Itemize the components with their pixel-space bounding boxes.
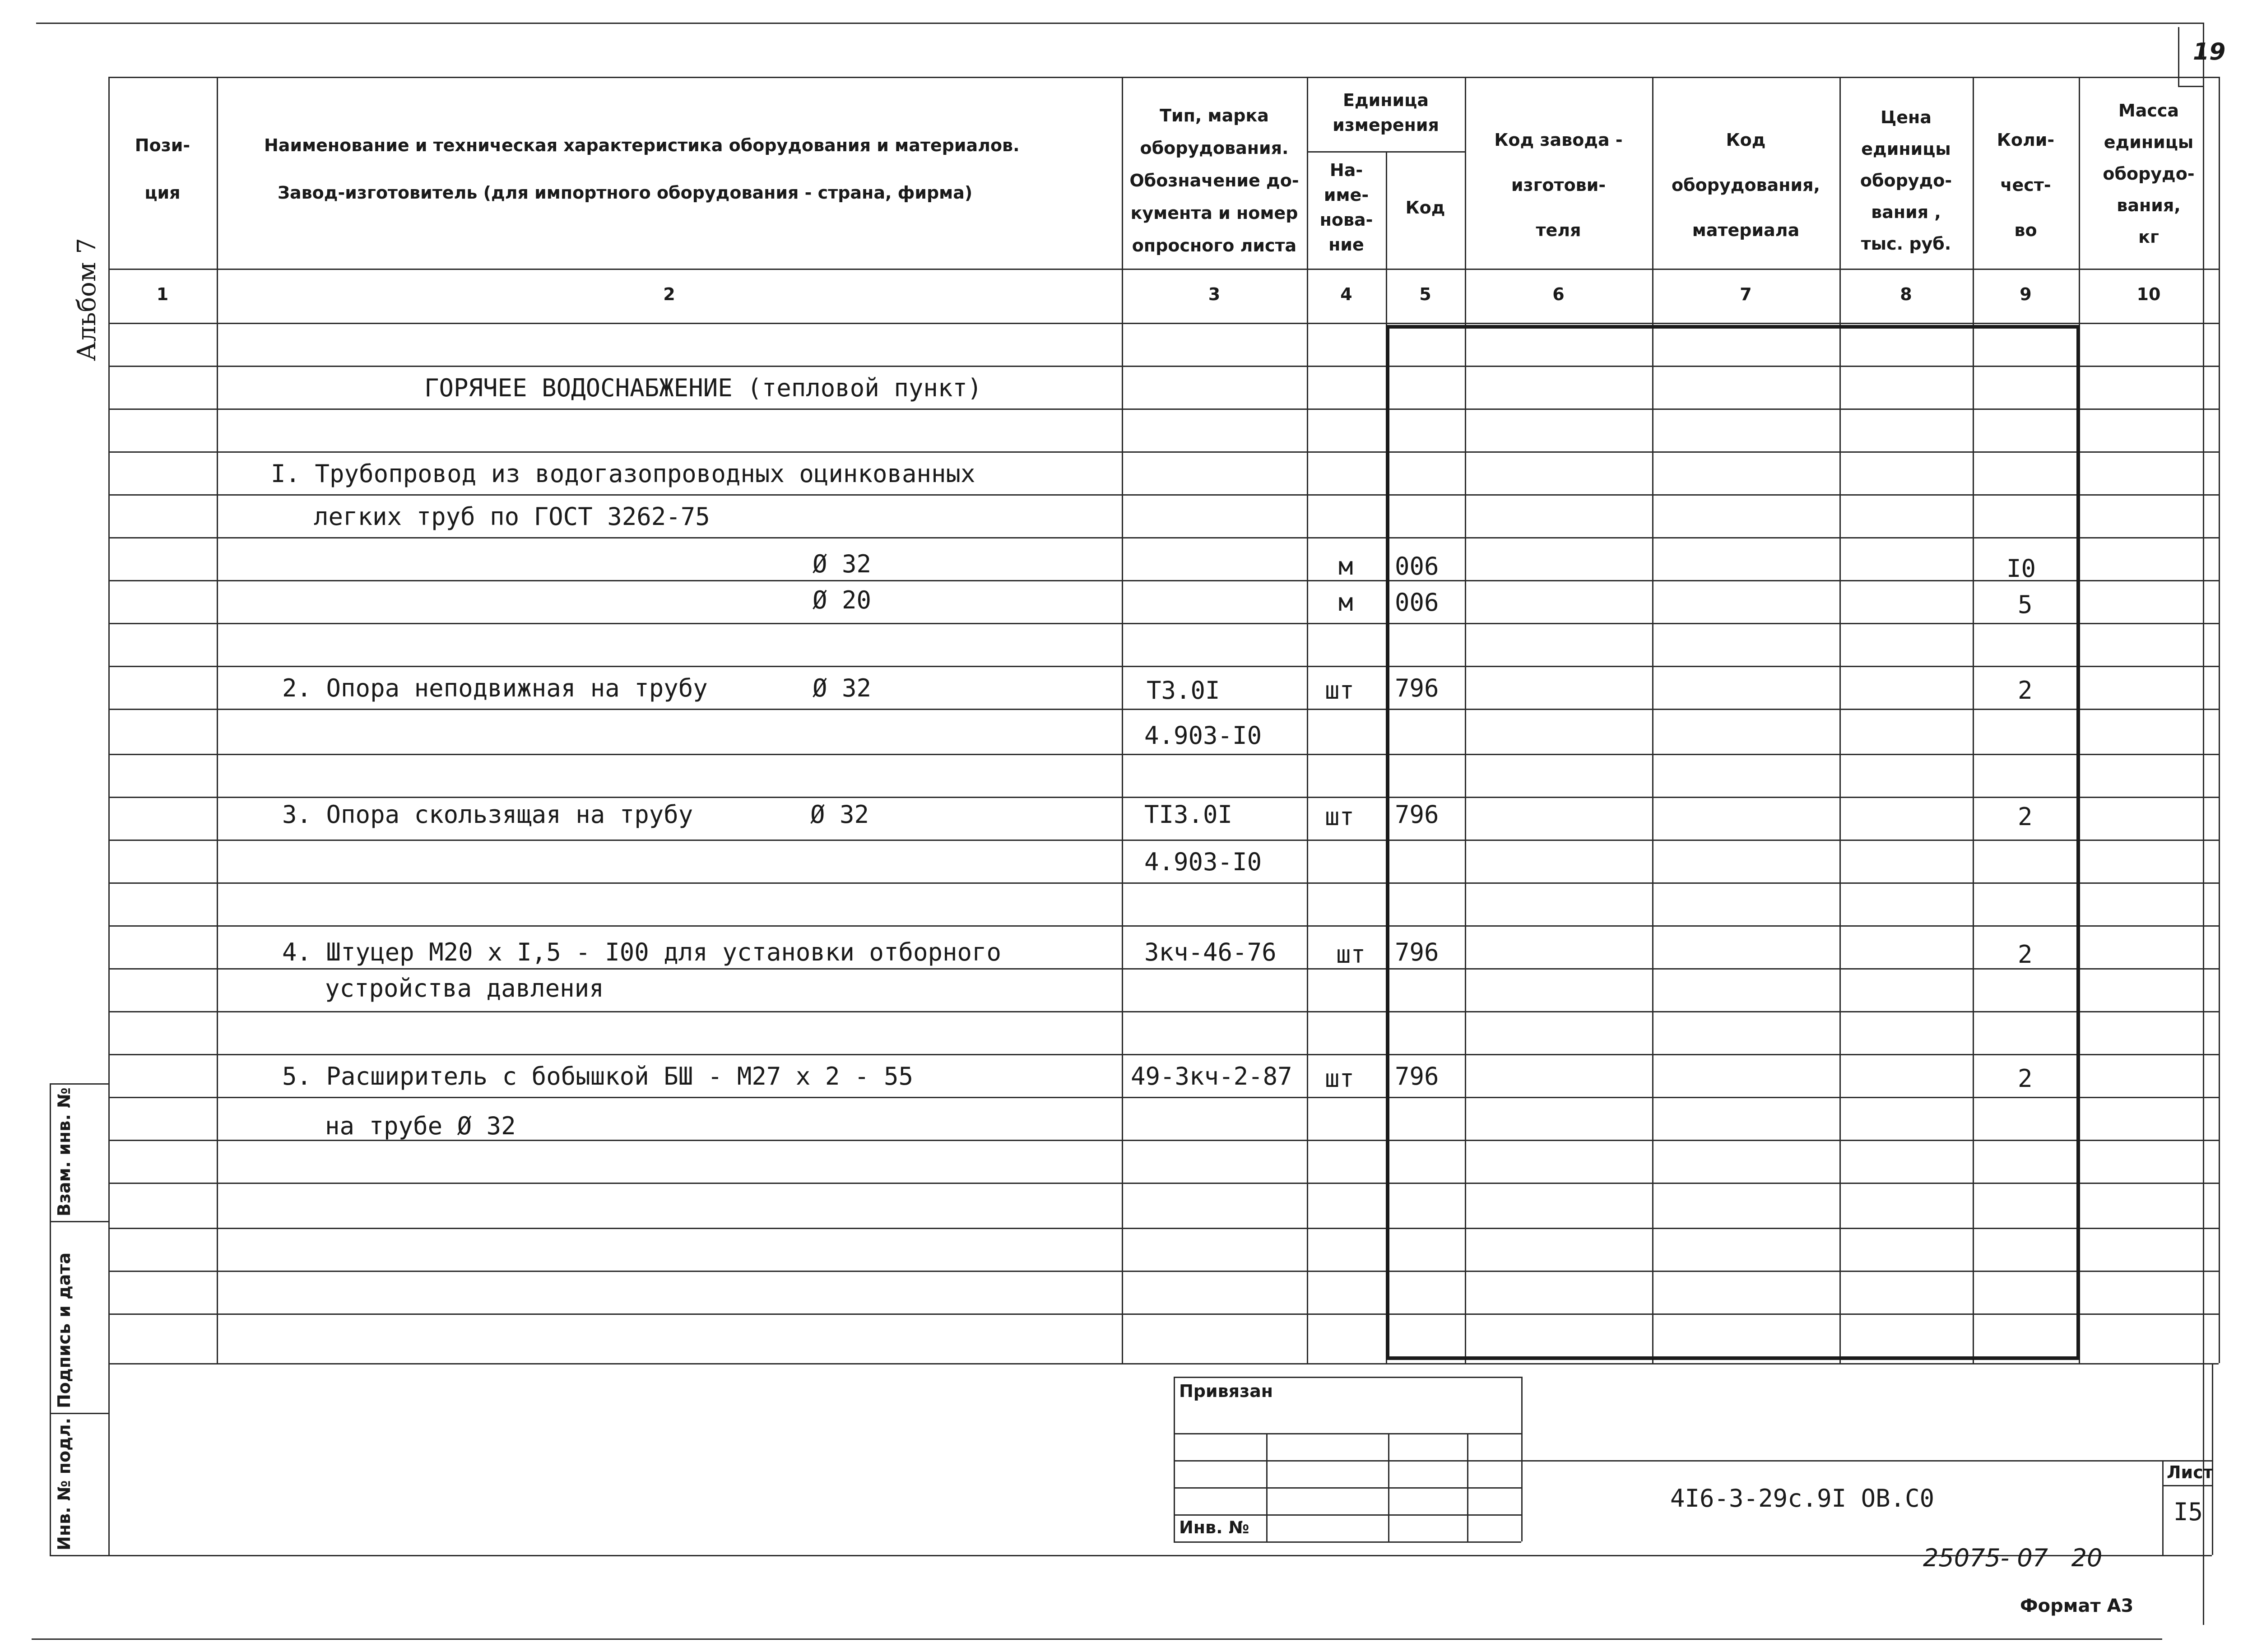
header-col7-line: оборудования, [1672,175,1820,195]
colnum-10: 10 [2136,284,2161,304]
header-col3-line: оборудования. [1140,138,1289,158]
side-vzam: Взам. инв. № [54,1087,74,1216]
item1-line2: легких труб по ГОСТ 3262-75 [314,502,710,531]
colnum-3: 3 [1208,284,1221,304]
header-col5-line: Код [1405,198,1445,218]
header-col5 [1386,192,1465,223]
item4-qty: 2 [2018,940,2033,969]
item4-line1: 4. Штуцер М20 х I,5 - I00 для установки отборного [282,938,1002,966]
header-col6-line: теля [1536,220,1581,240]
format-label: Формат А3 [2020,1596,2134,1616]
header-col7-line: Код [1726,130,1766,150]
header-col4-line: име- [1324,185,1369,205]
item2-qty: 2 [2018,676,2033,705]
colnum-4: 4 [1340,284,1352,304]
item3-type: ТI3.0I [1144,800,1233,829]
header-col4-line: ние [1328,235,1364,255]
colnum-7: 7 [1740,284,1752,304]
item1-d32-code: 006 [1395,552,1439,580]
header-col1-line: ция [144,183,181,203]
header-col2 [264,122,1113,217]
header-col3-line: опросного листа [1132,236,1297,255]
item3-dia: Ø 32 [810,800,869,829]
header-col3-line: Обозначение до- [1129,171,1299,190]
item3-qty: 2 [2018,803,2033,831]
header-col9 [1973,117,2079,253]
header-col10-line: Масса [2118,101,2179,121]
header-col1 [108,122,217,217]
header-col9-line: чест- [2000,175,2051,195]
colnum-5: 5 [1419,284,1431,304]
header-col7 [1652,117,1839,253]
doc-code: 4I6-3-29с.9I ОВ.С0 [1670,1484,1935,1513]
colnum-1: 1 [156,284,169,304]
item2-doc: 4.903-I0 [1144,721,1262,750]
header-col10-line: вания, [2117,195,2181,215]
header-col10-line: оборудо- [2103,164,2195,184]
colnum-8: 8 [1900,284,1912,304]
item4-line2: устройства давления [325,974,604,1002]
header-col3-line: кумента и номер [1130,203,1298,223]
list-value: I5 [2173,1498,2203,1526]
item2-code: 796 [1395,674,1439,702]
item1-d32-unit: м [1338,552,1353,580]
header-col10-line: единицы [2104,132,2194,152]
item3-name: 3. Опора скользящая на трубу [282,800,693,829]
header-col10-line: кг [2138,227,2159,247]
header-col4-line: нова- [1319,210,1373,230]
item1-d20-qty: 5 [2018,590,2033,619]
side-inv-podl: Инв. № подл. [54,1417,74,1550]
header-col8-line: единицы [1861,139,1951,159]
item1-d20-unit: м [1338,588,1353,617]
colnum-9: 9 [2020,284,2032,304]
item4-type: 3кч-46-76 [1144,938,1277,966]
item1-d32: Ø 32 [813,550,872,578]
handwritten-number: 25075- 07 20 [1923,1544,2103,1572]
header-col2-line: Наименование и техническая характеристика оборудования и материалов. [264,135,1020,155]
item5-line2: на трубе Ø 32 [325,1112,516,1140]
section-title: ГОРЯЧЕЕ ВОДОСНАБЖЕНИЕ (тепловой пункт) [424,374,982,402]
header-col3 [1122,99,1307,262]
item5-code: 796 [1395,1062,1439,1091]
item1-d20: Ø 20 [813,586,872,614]
item5-type: 49-3кч-2-87 [1131,1062,1292,1091]
item2-name: 2. Опора неподвижная на трубу [282,674,708,702]
header-col1-line: Пози- [135,135,190,155]
item1-line1: I. Трубопровод из водогазопроводных оцинкованных [271,459,975,488]
header-col4 [1307,158,1386,257]
header-col2-line: Завод-изготовитель (для импортного оборудования - страна, фирма) [278,183,973,203]
header-col6 [1465,117,1652,253]
item3-doc: 4.903-I0 [1144,848,1262,876]
header-col8-line: оборудо- [1860,171,1952,190]
header-col3-line: Тип, марка [1160,106,1269,125]
privyazan-label: Привязан [1179,1381,1273,1401]
album-label: Альбом 7 [72,238,102,361]
colnum-2: 2 [663,284,675,304]
colnum-6: 6 [1552,284,1565,304]
header-col8-line: тыс. руб. [1861,234,1951,254]
item5-unit: шт [1325,1064,1355,1093]
sheet-number: 19 [2193,38,2226,65]
header-unit-line: измерения [1333,115,1439,135]
header-col8 [1839,102,1973,260]
item2-dia: Ø 32 [813,674,872,702]
list-label: Лист [2167,1462,2213,1482]
side-podpis: Подпись и дата [54,1252,74,1408]
item1-d32-qty: I0 [2006,554,2036,583]
item3-unit: шт [1325,803,1355,831]
header-col8-line: вания , [1871,202,1941,222]
header-col9-line: Коли- [1997,130,2055,150]
item1-d20-code: 006 [1395,588,1439,617]
item5-qty: 2 [2018,1064,2033,1093]
header-col6-line: Код завода - [1494,130,1623,150]
header-col9-line: во [2014,220,2037,240]
header-col10 [2079,95,2219,253]
item2-type: Т3.0I [1147,676,1220,705]
item5-line1: 5. Расширитель с бобышкой БШ - М27 х 2 - 55 [282,1062,913,1091]
header-col6-line: изготови- [1511,175,1606,195]
item4-unit: шт [1336,940,1366,969]
item3-code: 796 [1395,800,1439,829]
header-col7-line: материала [1692,220,1800,240]
header-unit-line: Единица [1343,90,1429,110]
item2-unit: шт [1325,676,1355,705]
header-unit-group [1307,88,1465,138]
item4-code: 796 [1395,938,1439,966]
header-col4-line: На- [1329,160,1363,180]
inv-no-label: Инв. № [1179,1517,1249,1537]
header-col8-line: Цена [1881,107,1932,127]
